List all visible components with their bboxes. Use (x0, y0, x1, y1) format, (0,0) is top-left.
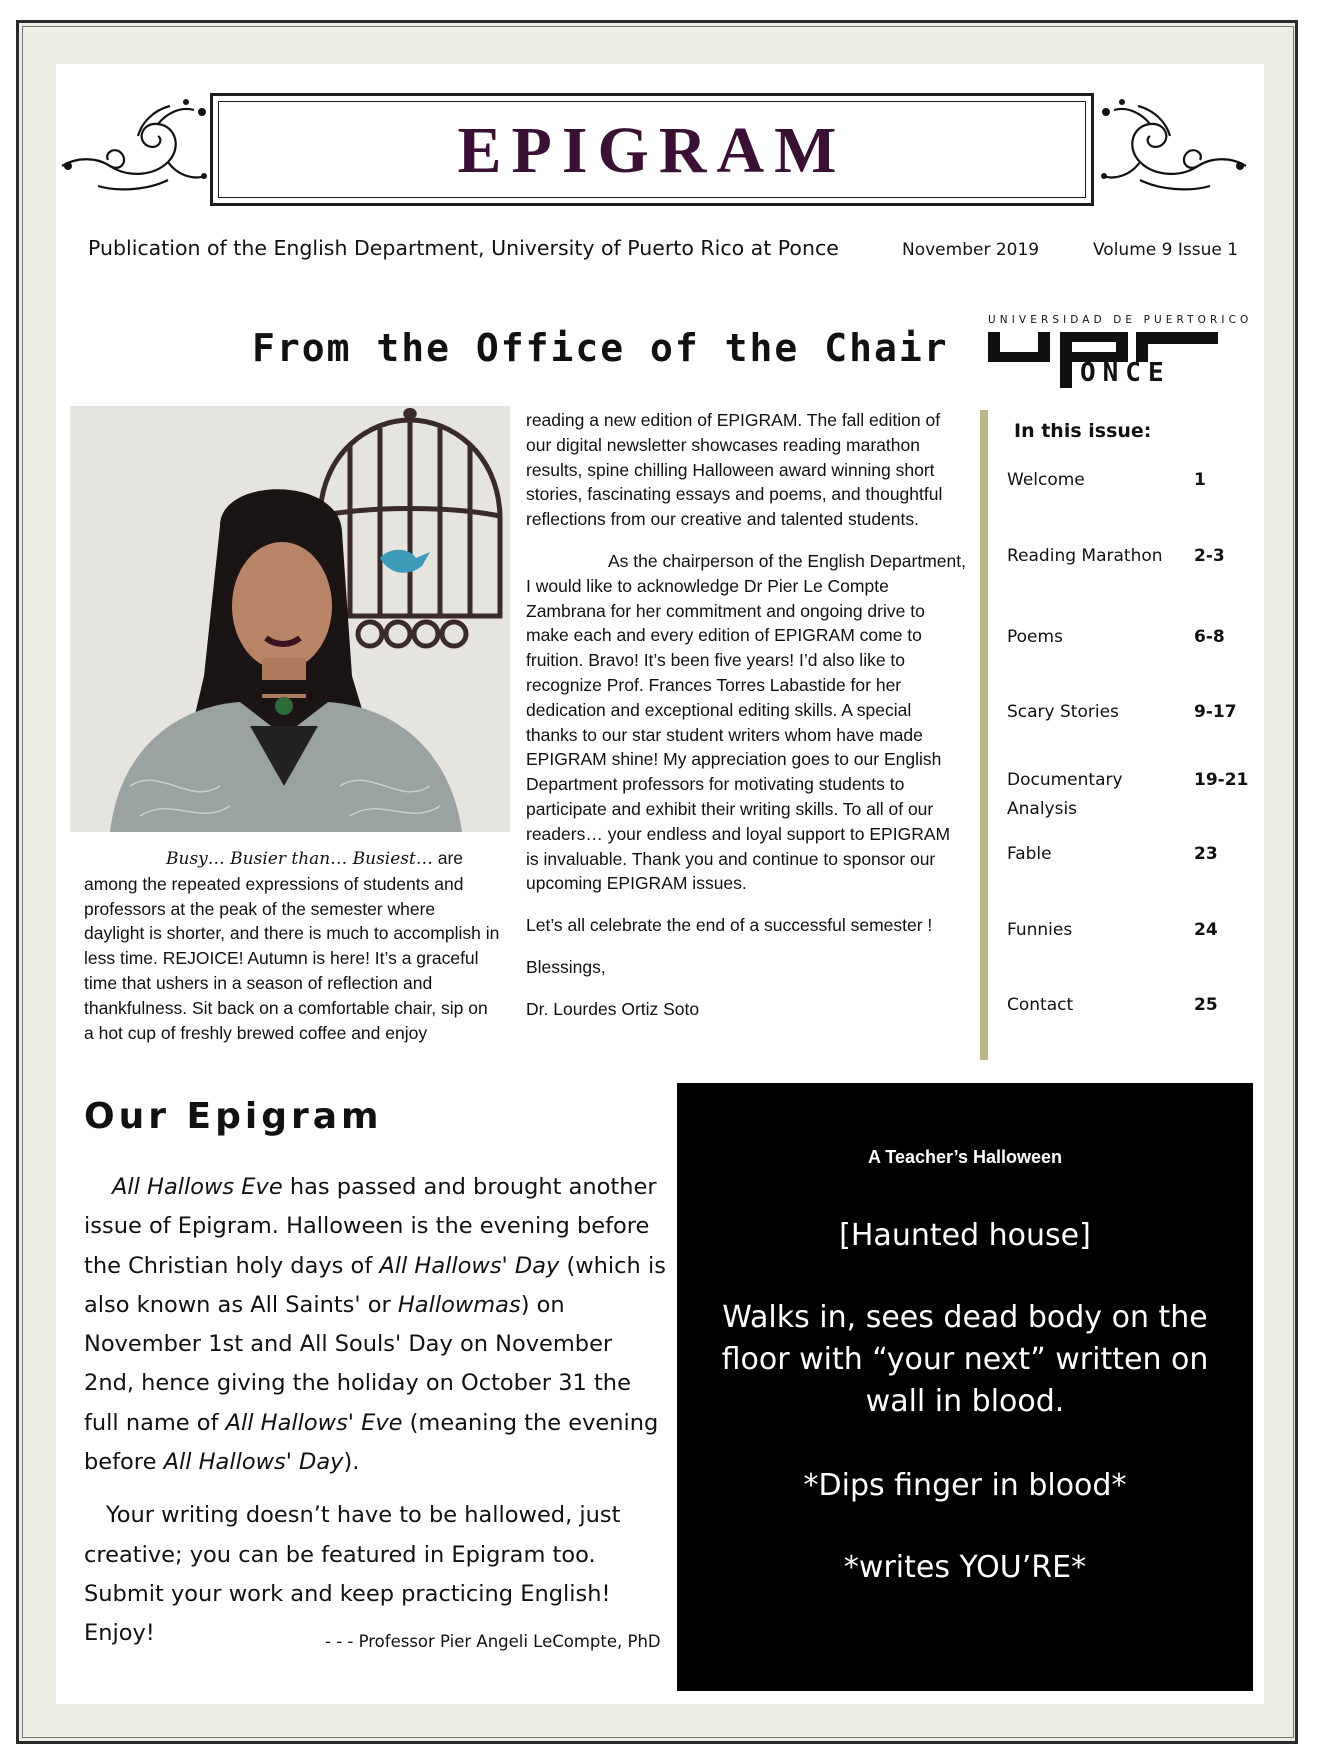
our-epigram-signature: - - - Professor Pier Angeli LeCompte, PhD (325, 1632, 661, 1651)
italic-phrase: Hallowmas (397, 1291, 521, 1318)
chair-heading: From the Office of the Chair (252, 326, 949, 370)
logo-university-text: UNIVERSIDAD DE PUERTORICO (988, 314, 1253, 326)
issue-volume: Volume 9 Issue 1 (1093, 240, 1239, 260)
chair-letter-lead: Busy… Busier than… Busiest… (166, 849, 433, 869)
italic-phrase: All Hallows' Day (379, 1252, 560, 1279)
chair-letter-column-2 (526, 408, 966, 1039)
our-epigram-paragraph: Your writing doesn’t have to be hallowed, just creative; you can be featured in Epigram too. Submit your work and keep practicing English! Enjoy! (84, 1502, 621, 1647)
toc-item-page: 19-21 (1194, 770, 1249, 790)
chair-letter-signature: Dr. Lourdes Ortiz Soto (526, 998, 700, 1019)
masthead-box (210, 93, 1094, 206)
toc-item-page: 23 (1194, 844, 1218, 864)
chair-letter-paragraph: As the chairperson of the English Department, I would like to acknowledge Dr Pier Le Compte Zambrana for her commitment and ongoing drive to make each and every edition of EPIGRAM come to fruition. Bravo! It’s been five years! I’d also like to recognize Prof. Frances Torres Labastide for her dedication and exceptional editing skills. A special thanks to our star student writers whom have made EPIGRAM shine! My appreciation goes to our English Department professors for motivating students to participate and exhibit their writing skills. To all of our readers… your endless and loyal support to EPIGRAM is invaluable. Thank you and continue to sponsor our upcoming EPIGRAM issues. (526, 550, 966, 894)
our-epigram-heading: Our Epigram (84, 1096, 383, 1137)
logo-ponce-text: ONCE (1080, 358, 1171, 388)
toc-item-page: 1 (1194, 470, 1206, 490)
joke-line: Walks in, sees dead body on the (722, 1300, 1208, 1335)
chair-letter-column-1 (84, 846, 500, 1045)
chair-letter-closing: Let’s all celebrate the end of a successful semester ! (526, 915, 933, 936)
chair-letter-paragraph: reading a new edition of EPIGRAM. The fall edition of our digital newsletter showcases reading marathon results, spine chilling Halloween award winning short stories, fascinating essays and poems, and thoughtful reflections from our creative and talented students. (526, 410, 943, 530)
halloween-joke-panel (677, 1083, 1253, 1691)
joke-line: floor with “your next” written on (721, 1342, 1209, 1377)
our-epigram-paragraph (84, 1168, 668, 1482)
chair-letter-salutation: Blessings, (526, 956, 606, 977)
toc-item-label: Documentary Analysis (1007, 770, 1123, 819)
toc-item-page: 25 (1194, 995, 1218, 1015)
toc-item-page: 24 (1194, 920, 1218, 940)
sidebar-rule (980, 410, 988, 1060)
joke-title: A Teacher’s Halloween (867, 1147, 1063, 1167)
toc-item-page: 9-17 (1194, 702, 1237, 722)
toc-item-page: 2-3 (1194, 546, 1225, 566)
text-run: ). (343, 1449, 360, 1476)
masthead-title: EPIGRAM (457, 114, 847, 187)
italic-phrase: All Hallows Eve (112, 1174, 283, 1200)
chair-portrait-photo (70, 406, 510, 832)
text-run: ) on November 1st and All Souls' Day on November 2nd, hence giving the holiday on October 31 the full name of (84, 1291, 631, 1436)
italic-phrase: All Hallows' Day (163, 1449, 344, 1476)
text-run: (meaning the evening before (84, 1409, 659, 1476)
issue-date: November 2019 (902, 240, 1040, 260)
toc-title: In this issue: (1014, 420, 1152, 442)
toc-item-page: 6-8 (1194, 627, 1225, 647)
italic-phrase: All Hallows' Eve (225, 1409, 403, 1436)
joke-line: wall in blood. (865, 1384, 1065, 1419)
our-epigram-body (84, 1168, 668, 1668)
text-run: (which is also known as All Saints' or (84, 1252, 666, 1318)
text-run: has passed and brought another issue of Epigram. Halloween is the evening before the Christian holy days of (84, 1174, 657, 1279)
toc-item-label: Welcome (1007, 470, 1085, 490)
toc-item-label: Poems (1007, 627, 1063, 647)
toc-item-label: Funnies (1007, 920, 1073, 940)
chair-letter-intro: are among the repeated expressions of students and professors at the peak of the semester where daylight is shorter, and there is much to accomplish in less time. REJOICE! Autumn is here! It’s a graceful time that ushers in a season of reflection and thankfulness. Sit back on a comfortable chair, sip on a hot cup of freshly brewed coffee and enjoy (84, 848, 500, 1043)
toc-item-label: Fable (1007, 844, 1052, 864)
joke-line: [Haunted house] (839, 1218, 1091, 1253)
joke-line: *Dips finger in blood* (803, 1468, 1127, 1503)
flourish-ornament-right-icon (1100, 96, 1250, 206)
toc-item-label: Contact (1007, 995, 1074, 1015)
joke-line: *writes YOU’RE* (843, 1550, 1087, 1585)
toc-item-label: Scary Stories (1007, 702, 1119, 722)
flourish-ornament-left-icon (58, 96, 208, 206)
publication-line: Publication of the English Department, University of Puerto Rico at Ponce (88, 236, 839, 260)
toc-item-label: Reading Marathon (1007, 546, 1163, 566)
